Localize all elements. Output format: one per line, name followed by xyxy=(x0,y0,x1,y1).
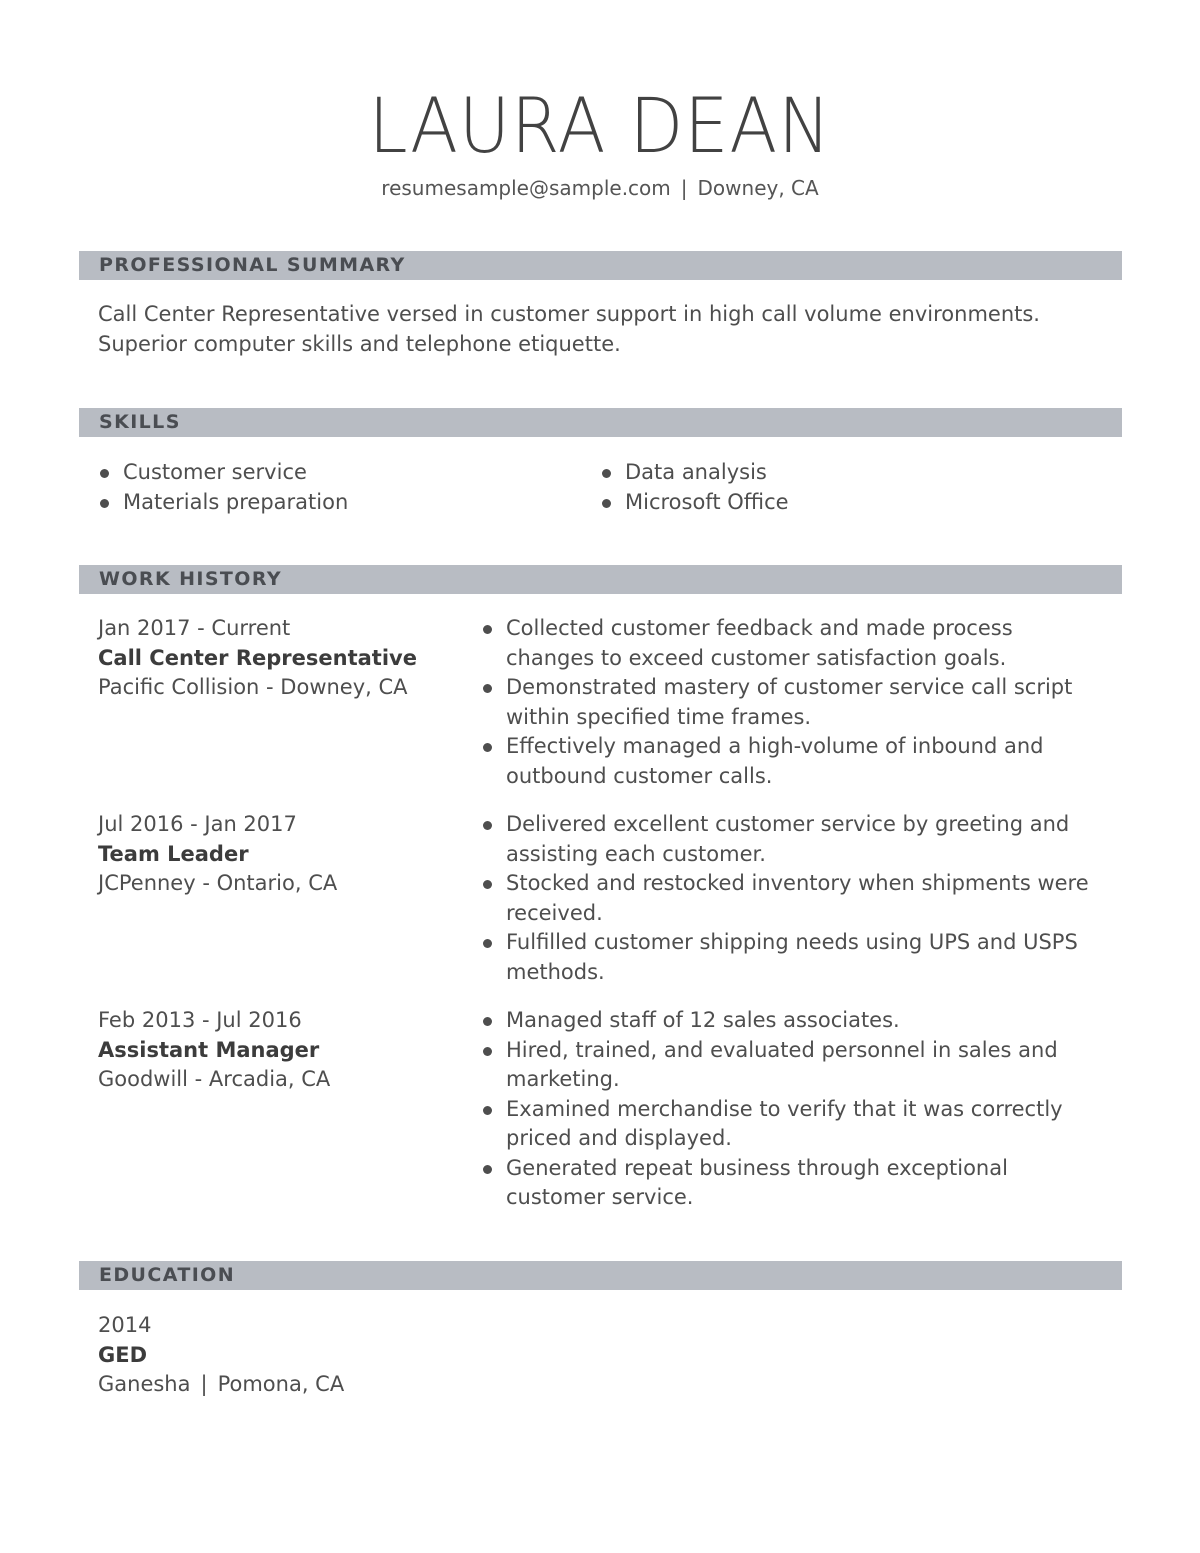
section-title: WORK HISTORY xyxy=(99,568,282,590)
bullet-line: customer service. xyxy=(506,1185,694,1209)
job-dates: Jul 2016 - Jan 2017 xyxy=(98,812,297,836)
job-bullets xyxy=(481,810,1101,987)
bullet-line: outbound customer calls. xyxy=(506,763,773,788)
education-entry xyxy=(98,1311,598,1400)
job-bullet xyxy=(481,673,1101,732)
bullet-line: Demonstrated mastery of customer service call script xyxy=(506,675,1073,699)
job-bullet xyxy=(481,1154,1101,1213)
contact-email: resumesample@sample.com xyxy=(381,176,671,200)
bullet-line: changes to exceed customer satisfaction goals. xyxy=(506,645,1007,670)
education-location: Pomona, CA xyxy=(217,1372,345,1396)
section-header-summary xyxy=(79,251,1122,280)
job-title: Call Center Representative xyxy=(98,645,417,670)
bullet-line: Stocked and restocked inventory when shipments were xyxy=(506,871,1089,895)
skill-item: Materials preparation xyxy=(98,488,538,518)
summary-text xyxy=(98,300,1108,359)
job-bullets xyxy=(481,1006,1101,1213)
job-meta xyxy=(98,614,458,703)
skill-item: Customer service xyxy=(98,458,538,488)
job-bullet xyxy=(481,928,1101,987)
job-title: Team Leader xyxy=(98,841,249,866)
job-bullet xyxy=(481,732,1101,791)
education-year: 2014 xyxy=(98,1313,152,1337)
bullet-line: received. xyxy=(506,900,603,925)
education-school: Ganesha xyxy=(98,1372,191,1396)
job-dates: Jan 2017 - Current xyxy=(98,616,291,640)
section-title: SKILLS xyxy=(99,411,181,433)
bullet-line: Managed staff of 12 sales associates. xyxy=(506,1008,900,1032)
education-degree: GED xyxy=(98,1342,148,1367)
job-bullet xyxy=(481,614,1101,673)
job-bullets xyxy=(481,614,1101,791)
bullet-line: priced and displayed. xyxy=(506,1126,732,1150)
contact-separator: | xyxy=(680,176,688,200)
job-employer: JCPenney - Ontario, CA xyxy=(98,871,338,895)
bullet-line: Fulfilled customer shipping needs using UPS and USPS xyxy=(506,930,1078,954)
job-bullet xyxy=(481,1095,1101,1154)
section-header-skills xyxy=(79,408,1122,437)
skills-list-right xyxy=(600,458,1040,517)
bullet-line: Generated repeat business through exceptional xyxy=(506,1155,1008,1180)
skills-list-left xyxy=(98,458,538,517)
contact-location: Downey, CA xyxy=(697,176,819,200)
resume-name: LAURA DEAN xyxy=(368,81,832,170)
job-bullet xyxy=(481,1036,1101,1095)
section-title: EDUCATION xyxy=(99,1264,236,1286)
summary-line: Superior computer skills and telephone etiquette. xyxy=(98,331,621,356)
bullet-line: Effectively managed a high-volume of inbound and xyxy=(506,734,1044,758)
bullet-line: assisting each customer. xyxy=(506,841,766,866)
section-title: PROFESSIONAL SUMMARY xyxy=(99,254,406,276)
skill-item: Microsoft Office xyxy=(600,488,1040,518)
job-meta xyxy=(98,810,458,899)
bullet-line: Hired, trained, and evaluated personnel in sales and xyxy=(506,1037,1058,1062)
job-employer: Pacific Collision - Downey, CA xyxy=(98,675,408,699)
skill-item: Data analysis xyxy=(600,458,1040,488)
bullet-line: Collected customer feedback and made process xyxy=(506,616,1013,640)
contact-line xyxy=(0,174,1200,202)
summary-line: Call Center Representative versed in customer support in high call volume environments. xyxy=(98,302,1040,326)
job-title: Assistant Manager xyxy=(98,1037,320,1062)
job-bullet xyxy=(481,1006,1101,1036)
education-separator: | xyxy=(200,1372,208,1396)
bullet-line: Examined merchandise to verify that it was correctly xyxy=(506,1096,1063,1121)
job-meta xyxy=(98,1006,458,1095)
bullet-line: methods. xyxy=(506,959,605,984)
job-dates: Feb 2013 - Jul 2016 xyxy=(98,1008,302,1032)
job-bullet xyxy=(481,810,1101,869)
section-header-work xyxy=(79,565,1122,594)
education-school-line xyxy=(98,1370,598,1400)
bullet-line: Delivered excellent customer service by greeting and xyxy=(506,812,1070,836)
job-bullet xyxy=(481,869,1101,928)
bullet-line: within specified time frames. xyxy=(506,704,812,729)
bullet-line: marketing. xyxy=(506,1067,620,1091)
job-employer: Goodwill - Arcadia, CA xyxy=(98,1067,331,1091)
section-header-education xyxy=(79,1261,1122,1290)
